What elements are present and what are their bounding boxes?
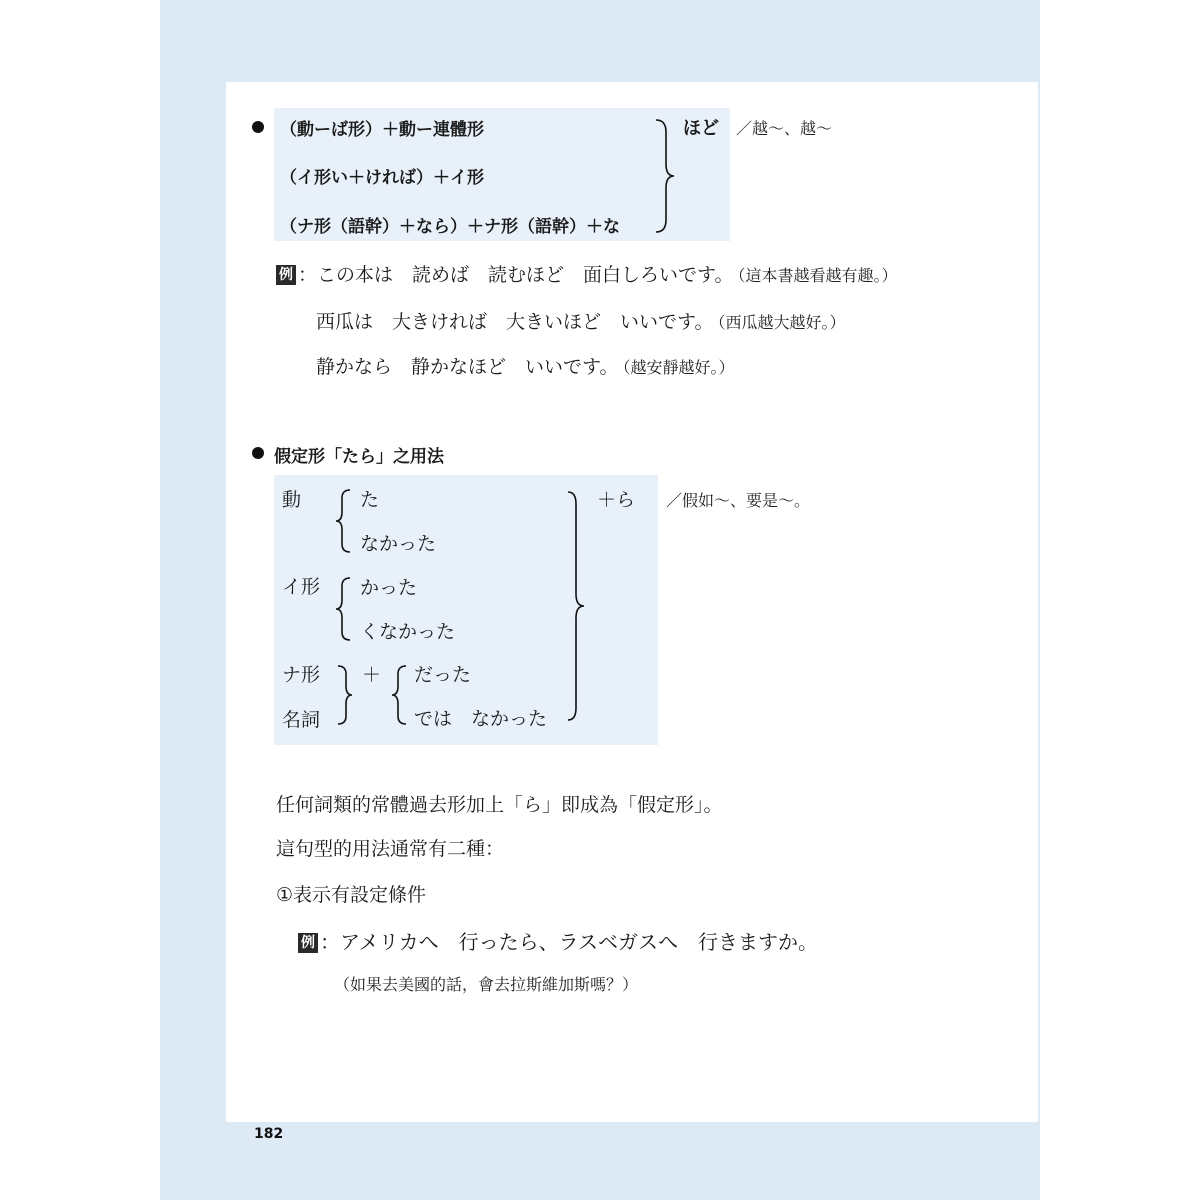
hodo-suffix: ほど bbox=[683, 118, 719, 139]
label-i-adj: イ形 bbox=[282, 576, 321, 598]
pattern-row-3: （ナ形（語幹）＋なら）＋ナ形（語幹）＋な bbox=[280, 217, 620, 237]
form-dewa-nakatta: では なかった bbox=[414, 708, 548, 730]
section-heading: 假定形「たら」之用法 bbox=[274, 447, 444, 467]
left-brace-icon bbox=[336, 576, 356, 642]
label-verb: 動 bbox=[282, 489, 302, 511]
right-brace-icon bbox=[564, 490, 588, 722]
page-number: 182 bbox=[254, 1126, 284, 1142]
hodo-meaning: ／越～、越～ bbox=[736, 119, 833, 138]
example-line-2 bbox=[316, 307, 846, 334]
example-line-4 bbox=[298, 926, 818, 955]
plus-sign: ＋ bbox=[362, 664, 382, 686]
form-nakatta: なかった bbox=[360, 533, 437, 555]
example-zh: （這本書越看越有趣。） bbox=[737, 266, 898, 285]
example-mark: 例 bbox=[276, 265, 296, 285]
form-katta: かった bbox=[360, 577, 418, 599]
example-translation: （如果去美國的話，會去拉斯維加斯嗎？） bbox=[334, 975, 639, 994]
bullet-icon bbox=[252, 121, 264, 133]
example-jp: ：アメリカへ 行ったら、ラスベガスへ 行きますか。 bbox=[320, 930, 818, 954]
label-noun: 名詞 bbox=[282, 709, 321, 731]
example-zh: （西瓜越大越好。） bbox=[717, 313, 846, 332]
example-zh: （越安靜越好。） bbox=[622, 358, 735, 377]
example-mark: 例 bbox=[298, 933, 318, 953]
form-kunakatta: くなかった bbox=[360, 621, 456, 643]
right-brace-icon bbox=[652, 118, 676, 234]
form-ta: た bbox=[360, 489, 380, 511]
left-brace-icon bbox=[336, 488, 356, 554]
label-na-adj: ナ形 bbox=[282, 664, 321, 686]
form-datta: だった bbox=[414, 664, 472, 686]
pattern-row-2: （イ形い＋ければ）＋イ形 bbox=[280, 168, 484, 188]
pattern-row-1: （動ーば形）＋動ー連體形 bbox=[280, 120, 484, 140]
left-brace-icon bbox=[392, 664, 412, 726]
example-jp: ：この本は 読めば 読むほど 面白しろいです。 bbox=[298, 264, 734, 286]
example-jp: 静かなら 静かなほど いいです。 bbox=[316, 356, 619, 378]
explanation-line-1: 任何詞類的常體過去形加上「ら」即成為「假定形」。 bbox=[276, 794, 723, 816]
explanation-line-2: 這句型的用法通常有二種： bbox=[276, 838, 505, 860]
tara-meaning: ／假如～、要是～。 bbox=[666, 491, 811, 510]
example-line-3 bbox=[316, 352, 735, 379]
usage-heading: ①表示有設定條件 bbox=[276, 884, 427, 906]
right-brace-icon bbox=[336, 664, 356, 726]
example-line-1 bbox=[276, 260, 898, 287]
bullet-icon bbox=[252, 447, 264, 459]
example-jp: 西瓜は 大きければ 大きいほど いいです。 bbox=[316, 311, 714, 333]
ra-suffix: ＋ら bbox=[597, 489, 636, 511]
